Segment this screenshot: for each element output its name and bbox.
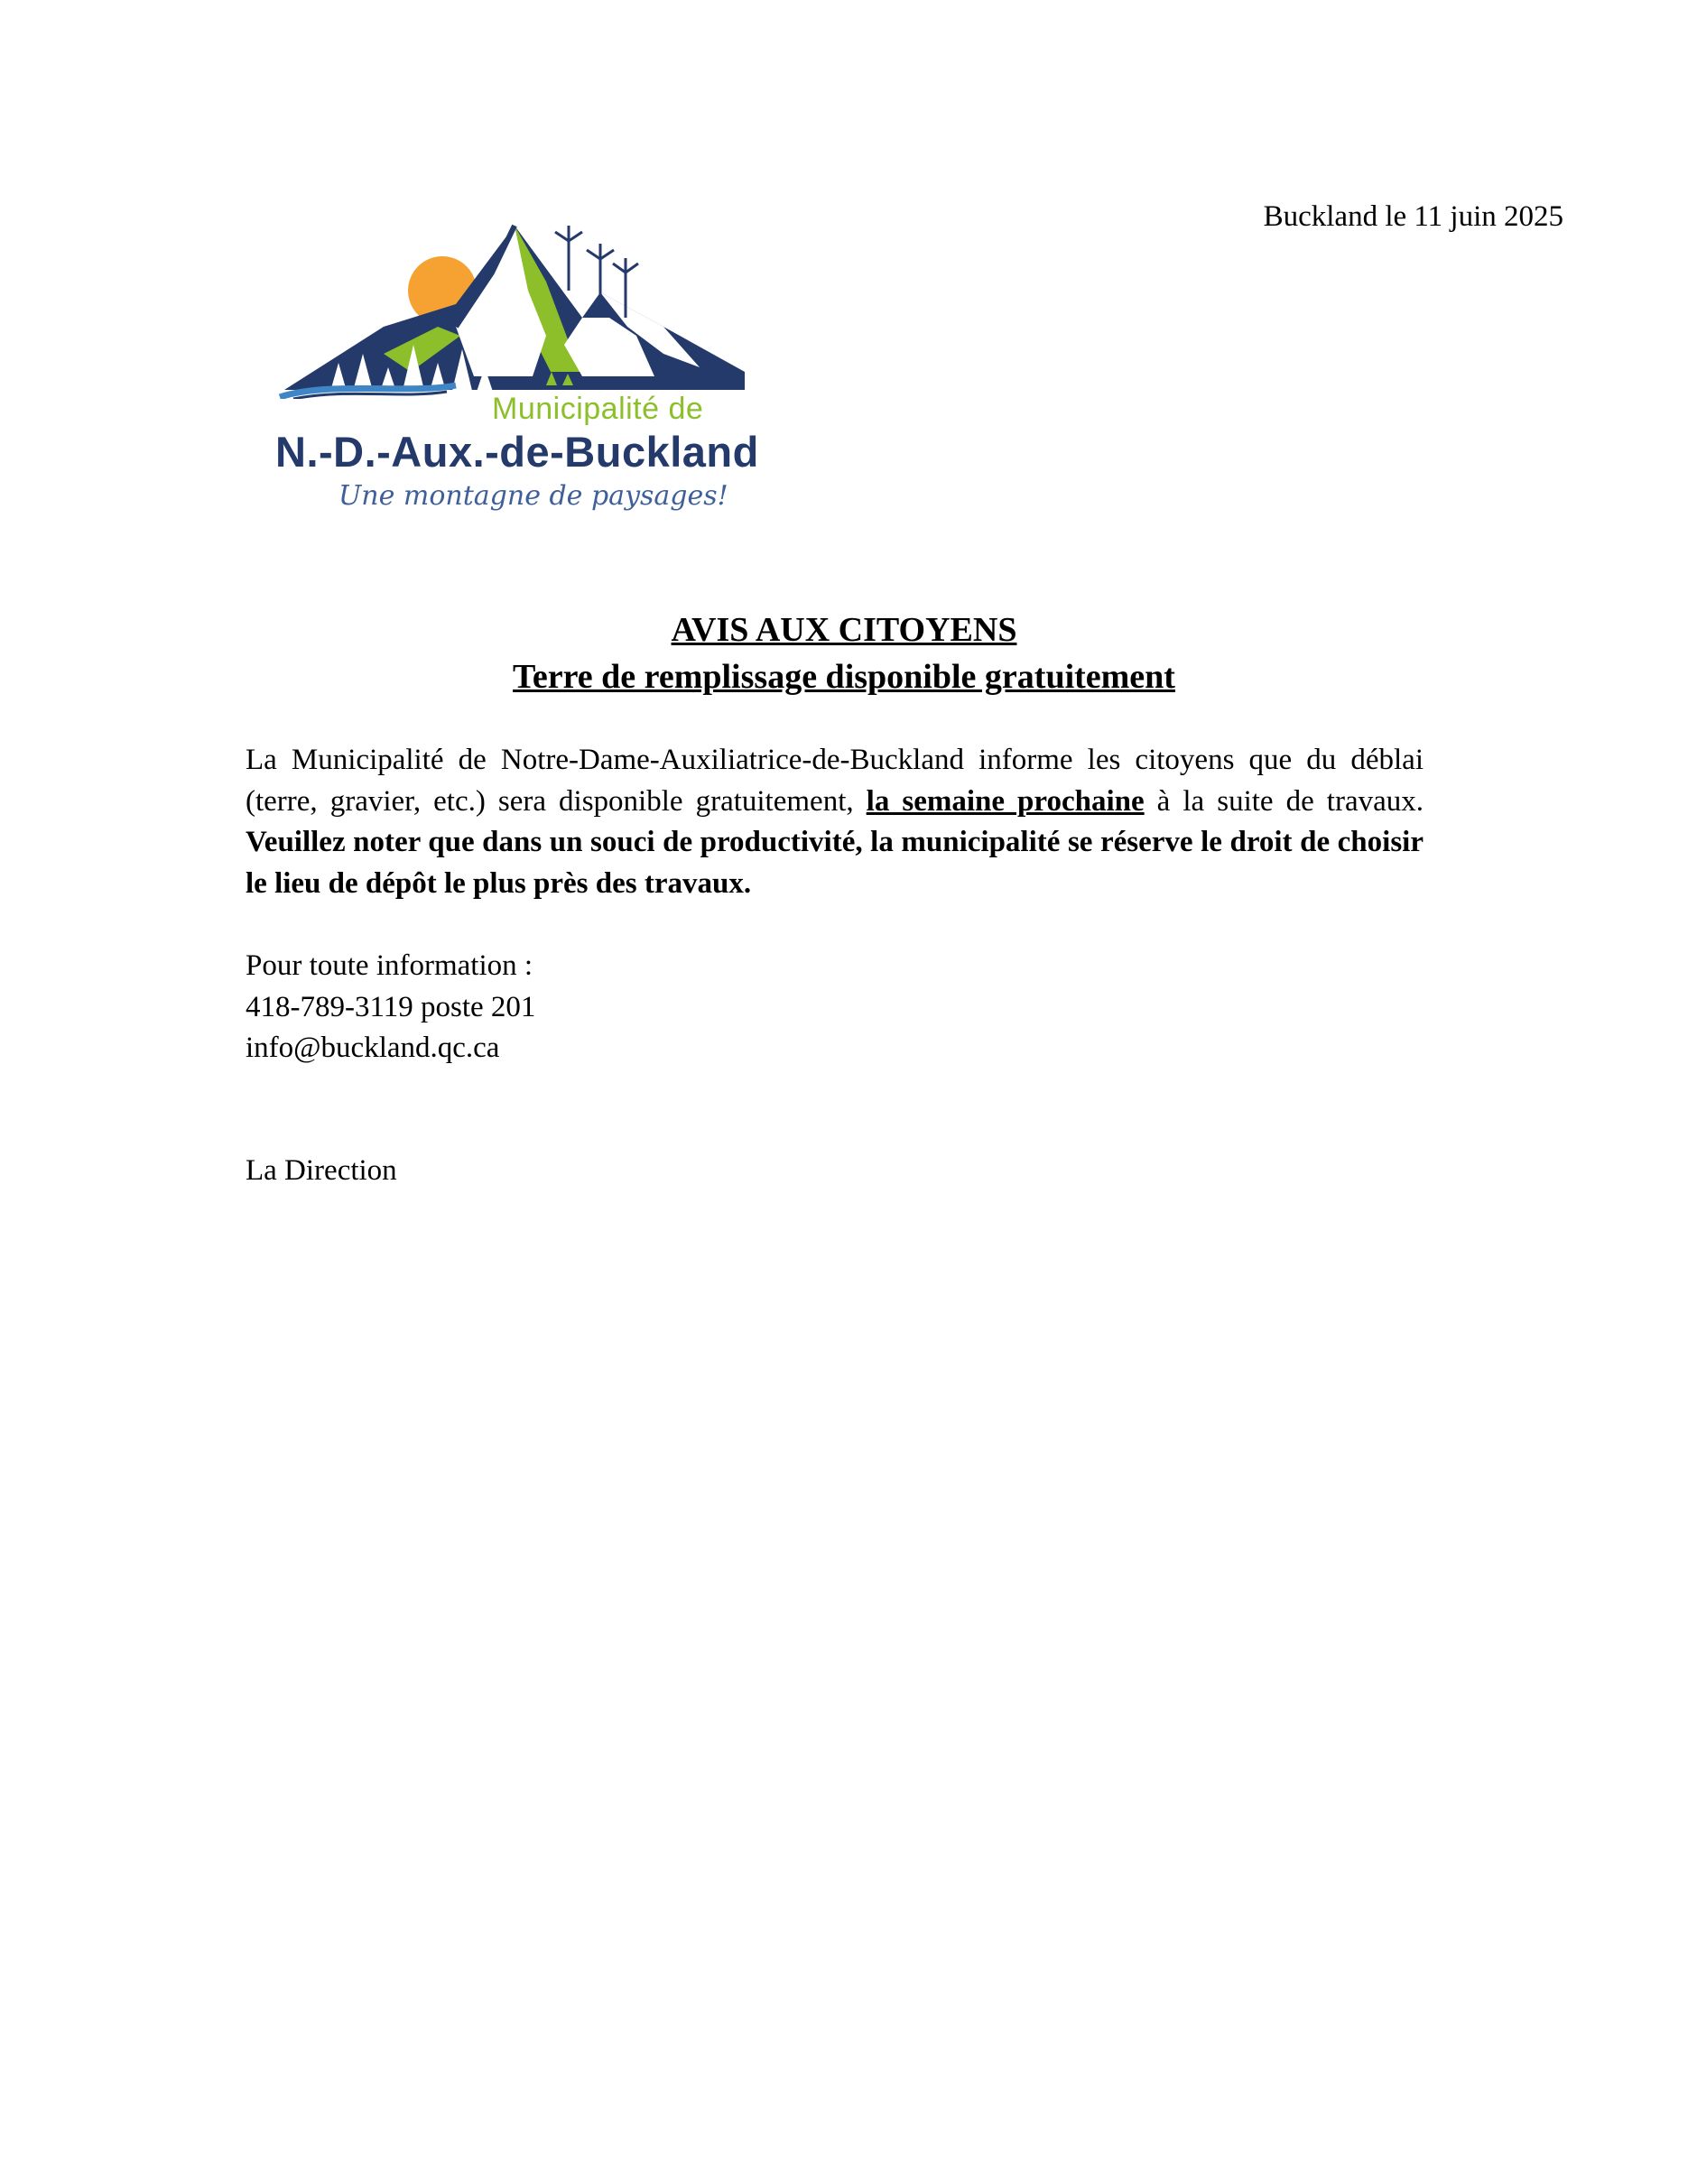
contact-phone: 418-789-3119 poste 201	[246, 990, 536, 1023]
logo-municipality-text: Municipalité de	[492, 392, 704, 426]
notice-title	[0, 606, 1688, 700]
mountain-logo-icon	[275, 218, 745, 399]
body-text-intro: La Municipalité de Notre-Dame-Auxiliatrice-de-Buckland informe les citoyens que du déblai (terre, gravier, etc.) sera disponible gratuitement,	[246, 744, 1424, 818]
body-emphasis: la semaine prochaine	[866, 784, 1145, 818]
notice-heading: AVIS AUX CITOYENS	[671, 611, 1017, 649]
signature: La Direction	[246, 1154, 397, 1187]
body-bold-note: Veuillez noter que dans un souci de productivité, la municipalité se réserve le droit de choisir le lieu de dépôt le plus près des travaux.	[246, 826, 1424, 900]
notice-body	[246, 740, 1424, 904]
contact-block	[246, 946, 535, 1069]
municipality-logo	[275, 218, 759, 525]
contact-label: Pour toute information :	[246, 949, 533, 982]
body-text-continued: à la suite de travaux.	[1144, 784, 1424, 818]
notice-subheading: Terre de remplissage disponible gratuitement	[513, 658, 1175, 696]
contact-email: info@buckland.qc.ca	[246, 1032, 500, 1064]
logo-slogan: Une montagne de paysages!	[339, 480, 728, 512]
logo-town-name: N.-D.-Aux.-de-Buckland	[275, 428, 759, 476]
document-date: Buckland le 11 juin 2025	[1263, 200, 1563, 233]
